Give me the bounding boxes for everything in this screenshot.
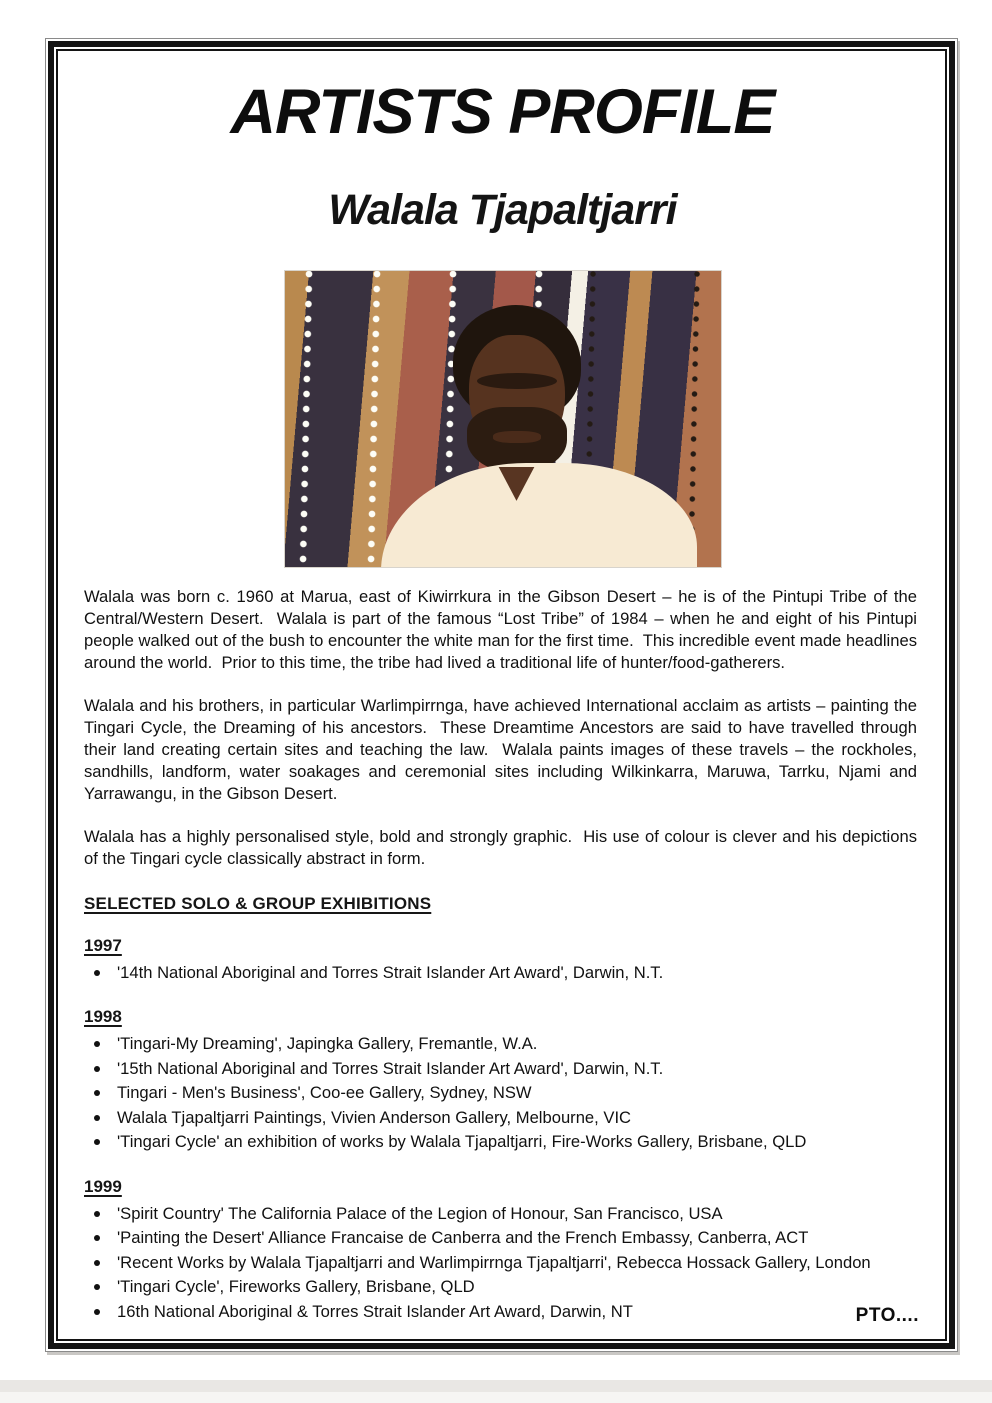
photo-dot-stripe xyxy=(297,271,313,567)
bullet-icon xyxy=(94,1309,100,1315)
exhibition-list-1999 xyxy=(82,1202,923,1325)
bio-paragraph-2: Walala and his brothers, in particular Warlimpirrnga, have achieved International acclaim as artists – painting the Tingari Cycle, the Dreaming of his ancestors. These Dreamtime Ancestors are said to have travelled through their land creating certain sites and teaching the law. Walala paints images of these travels – the rockholes, sandhills, landform, water soakages and ceremonial sites including Wilkinkarra, Maruwa, Tarrku, Njami and Yarrawangu, in the Gibson Desert. xyxy=(84,695,922,803)
exhibitions-heading: SELECTED SOLO & GROUP EXHIBITIONS xyxy=(84,893,432,913)
portrait-photo xyxy=(285,271,721,567)
exhibition-list-1997 xyxy=(82,961,923,986)
list-item xyxy=(82,1081,923,1106)
list-item xyxy=(82,1106,923,1131)
bullet-icon xyxy=(94,1211,100,1217)
exhibition-entry: 'Tingari-My Dreaming', Japingka Gallery, Fremantle, W.A. xyxy=(117,1034,538,1054)
year-heading-1997: 1997 xyxy=(84,935,122,955)
bio-paragraph-3: Walala has a highly personalised style, bold and strongly graphic. His use of colour is clever and his depictions of the Tingari cycle classically abstract in form. xyxy=(84,826,922,868)
bullet-icon xyxy=(94,1284,100,1290)
exhibition-entry: 'Painting the Desert' Alliance Francaise de Canberra and the French Embassy, Canberra, ACT xyxy=(117,1228,809,1248)
list-item xyxy=(82,1251,923,1276)
exhibition-entry: Walala Tjapaltjarri Paintings, Vivien Anderson Gallery, Melbourne, VIC xyxy=(117,1107,632,1127)
list-item xyxy=(82,1275,923,1300)
page-border-band xyxy=(48,41,955,1349)
page-title: ARTISTS PROFILE xyxy=(230,77,775,147)
person-shirt xyxy=(381,463,697,567)
exhibition-entry: '15th National Aboriginal and Torres Strait Islander Art Award', Darwin, N.T. xyxy=(117,1058,664,1078)
exhibition-entry: 'Tingari Cycle', Fireworks Gallery, Brisbane, QLD xyxy=(117,1277,475,1297)
photo-dot-stripe xyxy=(365,271,381,567)
year-heading-1999: 1999 xyxy=(84,1176,122,1196)
person-mouth xyxy=(493,431,541,443)
page-turn-over-label: PTO.... xyxy=(855,1305,919,1326)
year-heading-1998: 1998 xyxy=(84,1007,122,1027)
bullet-icon xyxy=(94,1260,100,1266)
page-border-frame xyxy=(45,38,958,1352)
exhibition-entry: 'Tingari Cycle' an exhibition of works by Walala Tjapaltjarri, Fire-Works Gallery, Brisbane, QLD xyxy=(117,1132,807,1152)
list-item xyxy=(82,1202,923,1227)
bullet-icon xyxy=(94,1139,100,1145)
artist-name-heading: Walala Tjapaltjarri xyxy=(328,186,677,235)
list-item xyxy=(82,961,923,986)
bullet-icon xyxy=(94,970,100,976)
exhibition-entry: 'Spirit Country' The California Palace of the Legion of Honour, San Francisco, USA xyxy=(117,1203,723,1223)
exhibition-entry: 16th National Aboriginal & Torres Strait Islander Art Award, Darwin, NT xyxy=(117,1301,633,1321)
bullet-icon xyxy=(94,1090,100,1096)
person-brow xyxy=(477,373,557,389)
bullet-icon xyxy=(94,1115,100,1121)
bullet-icon xyxy=(94,1066,100,1072)
exhibition-list-1998 xyxy=(82,1032,923,1155)
bullet-icon xyxy=(94,1235,100,1241)
list-item xyxy=(82,1130,923,1155)
list-item xyxy=(82,1300,923,1325)
list-item xyxy=(82,1032,923,1057)
list-item xyxy=(82,1057,923,1082)
bio-paragraph-1: Walala was born c. 1960 at Marua, east of Kiwirrkura in the Gibson Desert – he is of the Pintupi Tribe of the Central/Western Desert. Walala is part of the famous “Lost Tribe” of 1984 – when he and eight of his Pintupi people walked out of the bush to encounter the white man for the first time. This incredible event made headlines around the world. Prior to this time, the tribe had lived a traditional life of hunter/food-gatherers. xyxy=(84,586,922,672)
list-item xyxy=(82,1226,923,1251)
bullet-icon xyxy=(94,1041,100,1047)
exhibition-entry: Tingari - Men's Business', Coo-ee Gallery, Sydney, NSW xyxy=(117,1083,532,1103)
exhibition-entry: 'Recent Works by Walala Tjapaltjarri and Warlimpirrnga Tjapaltjarri', Rebecca Hossack Gallery, London xyxy=(117,1252,871,1272)
exhibition-entry: '14th National Aboriginal and Torres Strait Islander Art Award', Darwin, N.T. xyxy=(117,962,664,982)
document-page xyxy=(56,49,947,1341)
